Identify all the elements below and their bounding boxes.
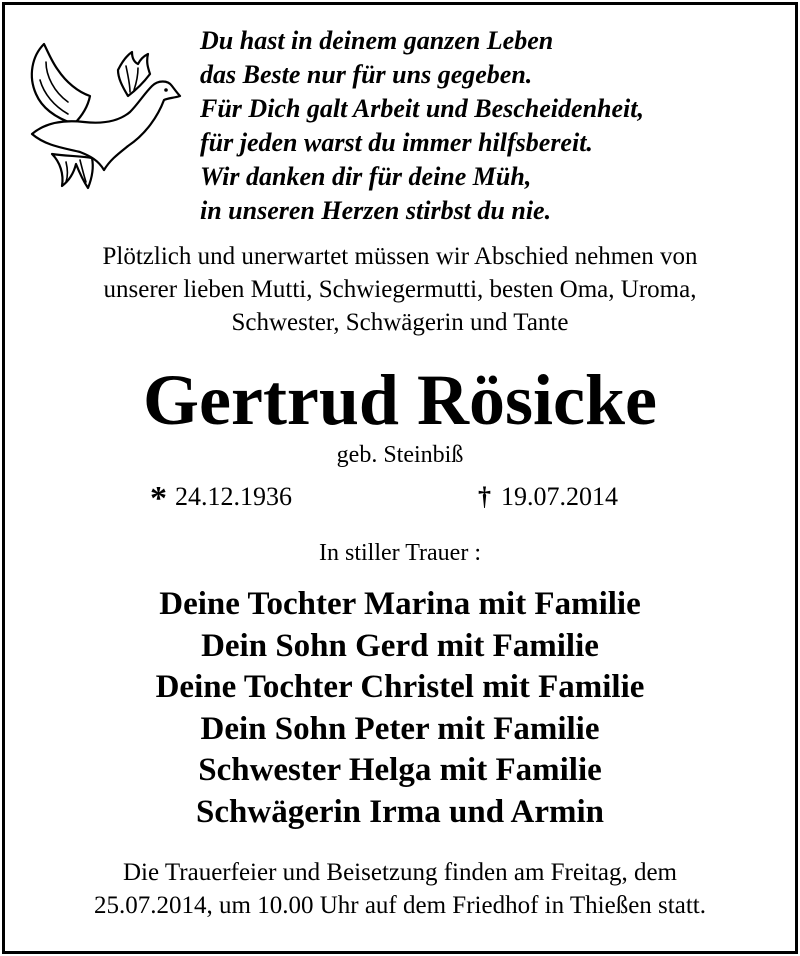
poem <box>200 24 780 228</box>
poem-line: Für Dich galt Arbeit und Bescheidenheit, <box>200 94 644 123</box>
family-member: Deine Tochter Marina mit Familie <box>159 586 641 622</box>
intro-text <box>0 240 800 339</box>
death-cross-icon: † <box>478 482 491 511</box>
poem-line: Du hast in deinem ganzen Leben <box>200 26 554 55</box>
family-member: Deine Tochter Christel mit Familie <box>155 669 645 705</box>
deceased-name: Gertrud Rösicke <box>143 360 657 440</box>
birth-date: 24.12.1936 <box>175 482 292 511</box>
birth-date-group <box>150 479 292 517</box>
intro-line: Schwester, Schwägerin und Tante <box>231 309 569 336</box>
funeral-info <box>0 856 800 922</box>
dove-icon <box>22 36 182 196</box>
death-date-group <box>478 479 618 515</box>
life-dates <box>0 479 800 515</box>
death-date: 19.07.2014 <box>501 482 618 511</box>
funeral-line: Die Trauerfeier und Beisetzung finden am Freitag, dem <box>122 859 678 886</box>
maiden-name: geb. Steinbiß <box>336 442 464 468</box>
family-member: Dein Sohn Gerd mit Familie <box>201 627 599 664</box>
family-member: Schwester Helga mit Familie <box>198 752 602 788</box>
mourning-label: In stiller Trauer : <box>319 540 481 566</box>
poem-line: Wir danken dir für deine Müh, <box>200 162 532 191</box>
poem-line: in unseren Herzen stirbst du nie. <box>200 196 552 225</box>
family-member: Dein Sohn Peter mit Familie <box>200 710 600 747</box>
intro-line: unserer lieben Mutti, Schwiegermutti, besten Oma, Uroma, <box>103 276 697 303</box>
family-member: Schwägerin Irma und Armin <box>196 793 604 830</box>
poem-line: für jeden warst du immer hilfsbereit. <box>200 128 593 157</box>
birth-star-icon: * <box>150 480 167 517</box>
intro-line: Plötzlich und unerwartet müssen wir Abschied nehmen von <box>102 243 698 270</box>
funeral-line: 25.07.2014, um 10.00 Uhr auf dem Friedhof in Thießen statt. <box>94 892 706 919</box>
poem-line: das Beste nur für uns gegeben. <box>200 60 533 89</box>
family-list <box>0 584 800 833</box>
